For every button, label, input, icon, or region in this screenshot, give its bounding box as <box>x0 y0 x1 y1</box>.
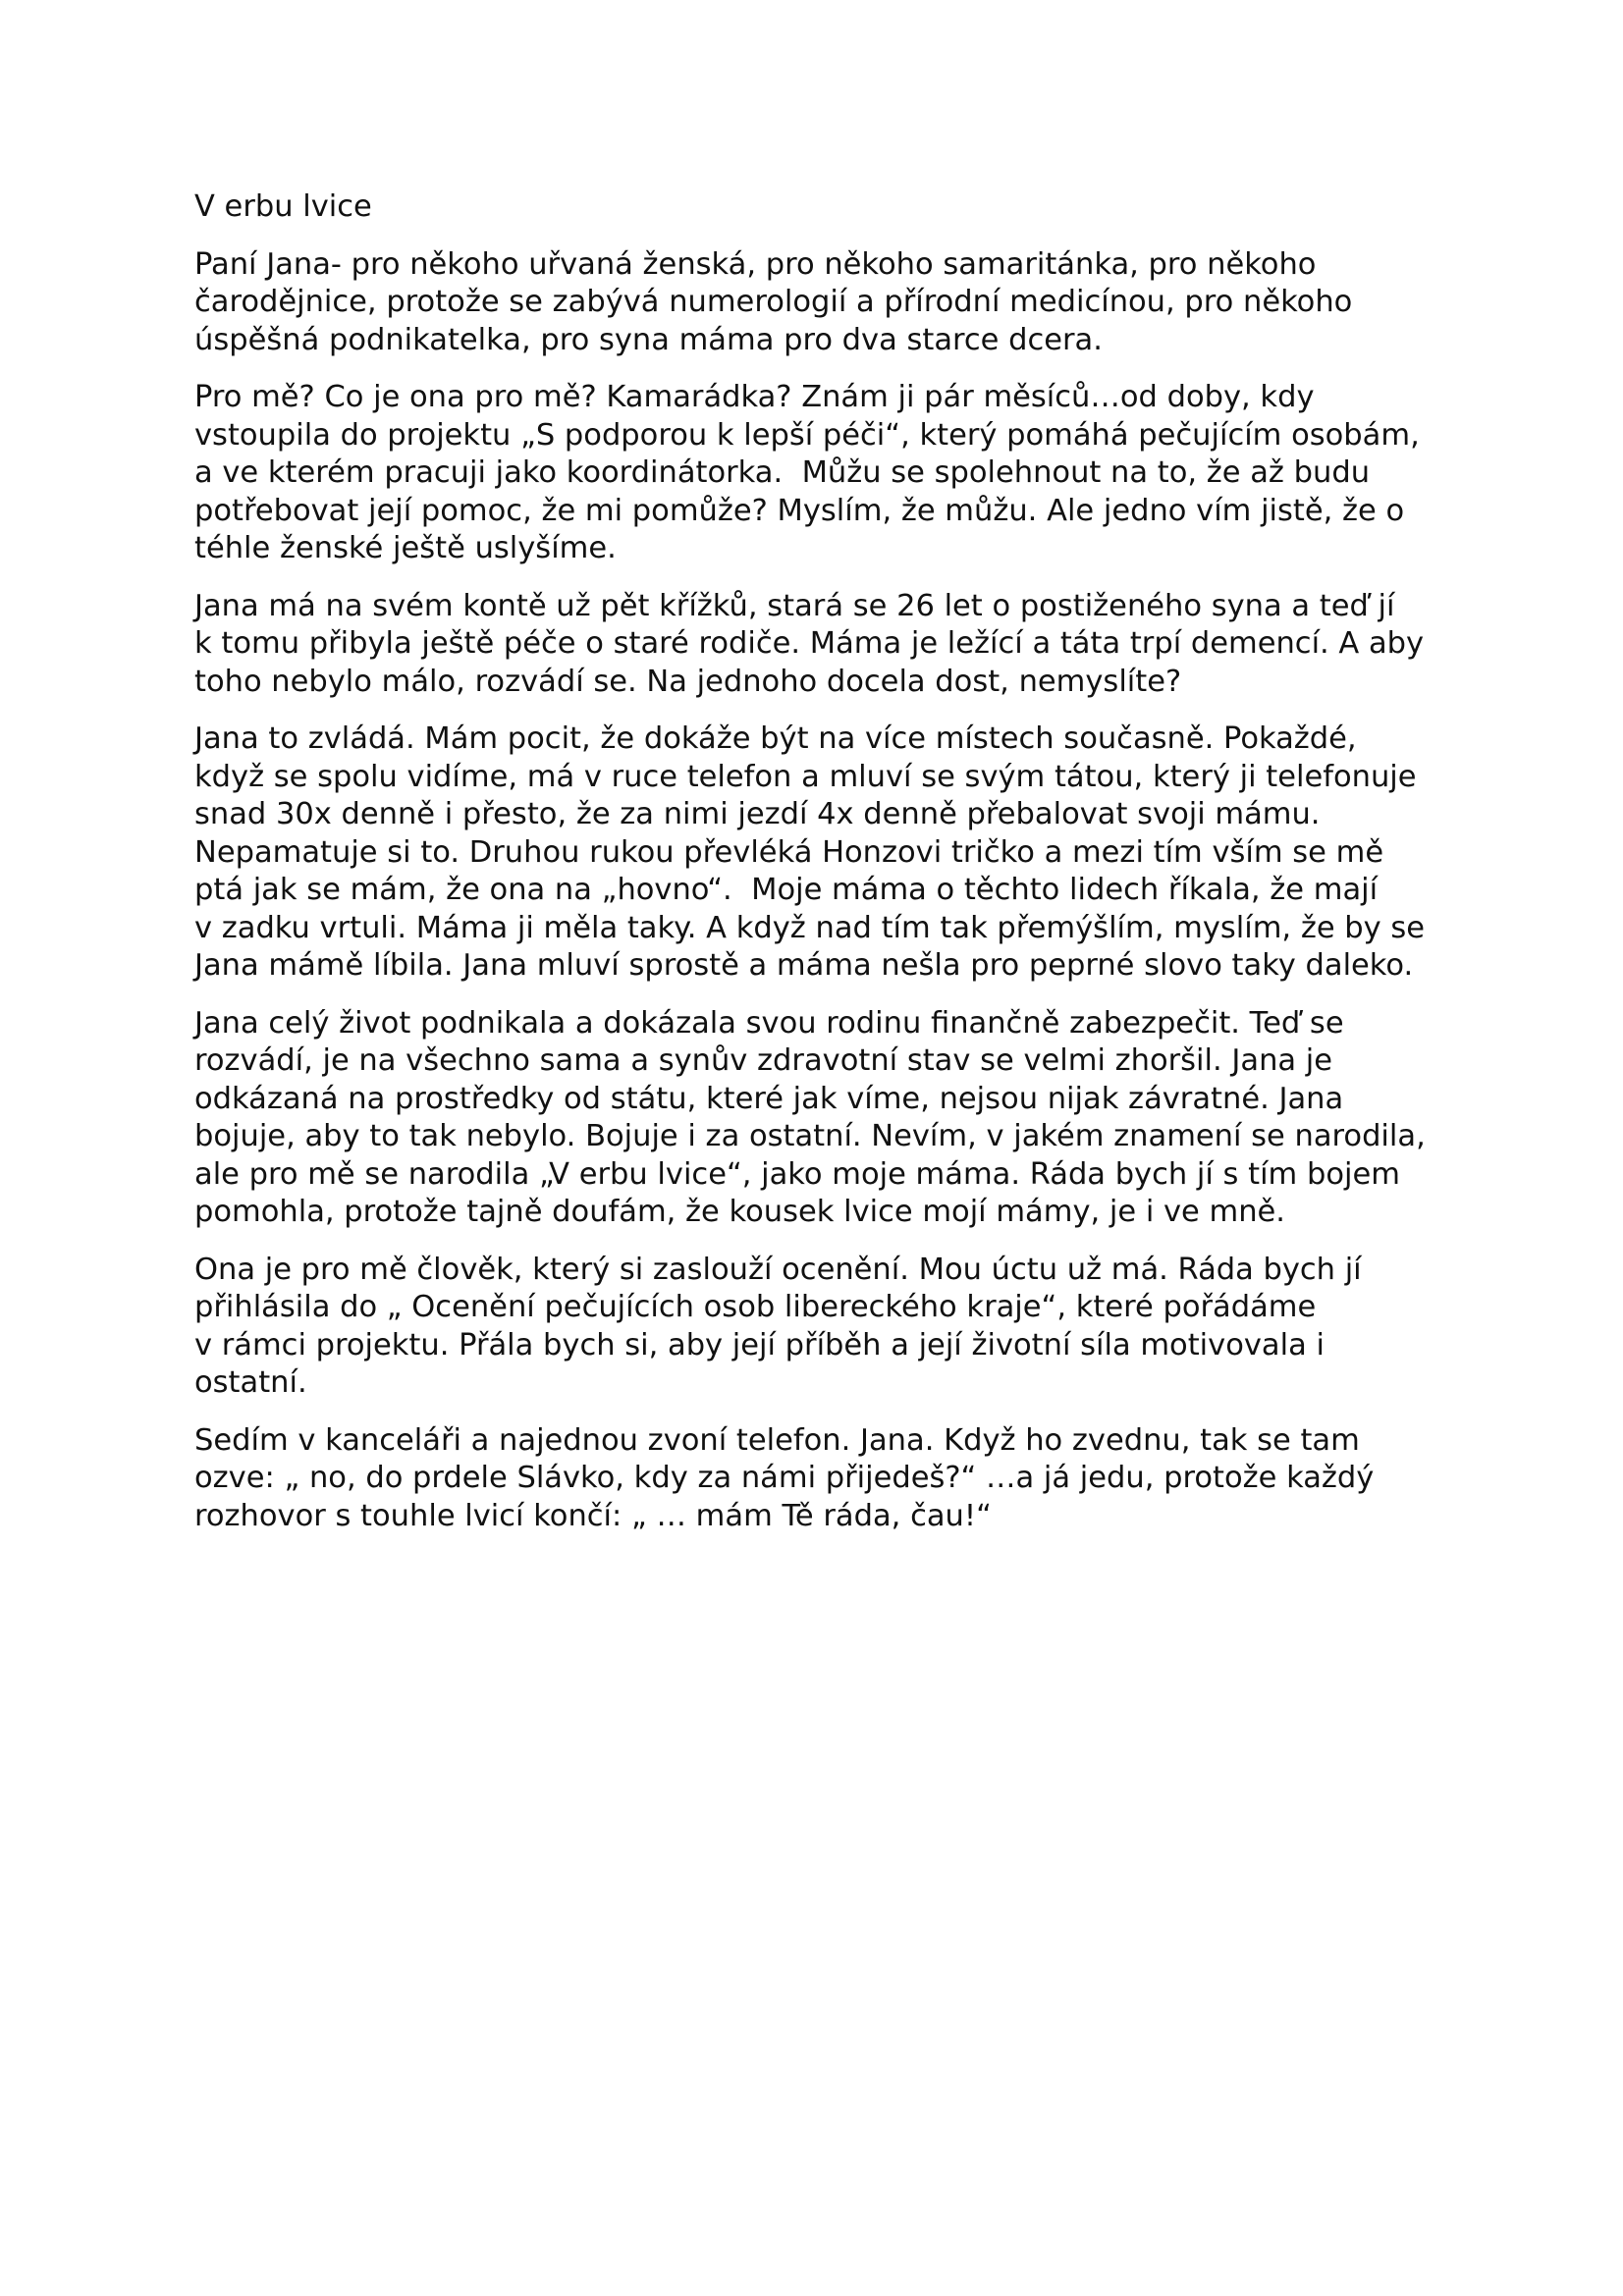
text-line: odkázaná na prostředky od státu, které jak víme, nejsou nijak závratné. Jana <box>194 1081 1344 1116</box>
paragraph-5 <box>194 1005 1451 1232</box>
text-line: Jana celý život podnikala a dokázala svou rodinu finančně zabezpečit. Teď se <box>194 1005 1344 1041</box>
text-line: Jana má na svém kontě už pět křížků, stará se 26 let o postiženého syna a teď jí <box>194 588 1395 623</box>
text-line: ptá jak se mám, že ona na „hovno“. Moje máma o těchto lidech říkala, že mají <box>194 873 1379 907</box>
text-line: Sedím v kanceláři a najednou zvoní telefon. Jana. Když ho zvednu, tak se tam <box>194 1422 1360 1458</box>
paragraph-1 <box>194 246 1451 360</box>
text-line: rozhovor s touhle lvicí končí: „ … mám Tě ráda, čau!“ <box>194 1498 992 1533</box>
text-line: Jana to zvládá. Mám pocit, že dokáže být na více místech současně. Pokaždé, <box>194 721 1357 756</box>
text-line: přihlásila do „ Ocenění pečujících osob libereckého kraje“, které pořádáme <box>194 1290 1317 1324</box>
text-line: rozvádí, je na všechno sama a synův zdravotní stav se velmi zhoršil. Jana je <box>194 1043 1333 1078</box>
text-line: bojuje, aby to tak nebylo. Bojuje i za ostatní. Nevím, v jakém znamení se narodila, <box>194 1119 1426 1153</box>
paragraph-7 <box>194 1422 1451 1536</box>
text-line: ale pro mě se narodila „V erbu lvice“, jako moje máma. Ráda bych jí s tím bojem <box>194 1156 1400 1192</box>
text-line: Ona je pro mě člověk, který si zaslouží ocenění. Mou úctu už má. Ráda bych jí <box>194 1252 1362 1287</box>
text-line: snad 30x denně i přesto, že za nimi jezdí 4x denně přebalovat svoji mámu. <box>194 797 1321 831</box>
text-line: k tomu přibyla ještě péče o staré rodiče. Máma je ležící a táta trpí demencí. A aby <box>194 626 1425 661</box>
text-line: Pro mě? Co je ona pro mě? Kamarádka? Znám ji pár měsíců…od doby, kdy <box>194 380 1315 414</box>
text-line: a ve kterém pracuji jako koordinátorka. Můžu se spolehnout na to, že až budu <box>194 455 1371 490</box>
text-line: vstoupila do projektu „S podporou k lepší péči“, který pomáhá pečujícím osobám, <box>194 417 1420 453</box>
text-line: ostatní. <box>194 1365 307 1400</box>
text-line: Paní Jana- pro někoho uřvaná ženská, pro někoho samaritánka, pro někoho <box>194 246 1317 282</box>
paragraph-4 <box>194 721 1451 986</box>
document-body <box>194 188 1451 1555</box>
text-line: v rámci projektu. Přála bych si, aby její příběh a její životní síla motivovala i <box>194 1327 1325 1362</box>
text-line: potřebovat její pomoc, že mi pomůže? Myslím, že můžu. Ale jedno vím jistě, že o <box>194 493 1405 528</box>
text-line: v zadku vrtuli. Máma ji měla taky. A když nad tím tak přemýšlím, myslím, že by se <box>194 910 1426 945</box>
paragraph-3 <box>194 588 1451 702</box>
text-line: úspěšná podnikatelka, pro syna máma pro dva starce dcera. <box>194 322 1103 357</box>
text-line: Jana mámě líbila. Jana mluví sprostě a máma nešla pro peprné slovo taky daleko. <box>194 948 1414 983</box>
text-line: čarodějnice, protože se zabývá numerologií a přírodní medicínou, pro někoho <box>194 285 1353 319</box>
text-line: ozve: „ no, do prdele Slávko, kdy za námi přijedeš?“ …a já jedu, protože každý <box>194 1461 1375 1495</box>
text-line: pomohla, protože tajně doufám, že kousek lvice mojí mámy, je i ve mně. <box>194 1195 1286 1229</box>
paragraph-2 <box>194 379 1451 568</box>
document-title: V erbu lvice <box>194 189 372 224</box>
text-line: když se spolu vidíme, má v ruce telefon a mluví se svým tátou, který ji telefonuje <box>194 759 1417 794</box>
text-line: Nepamatuje si to. Druhou rukou převléká Honzovi tričko a mezi tím vším se mě <box>194 834 1384 870</box>
text-line: toho nebylo málo, rozvádí se. Na jednoho docela dost, nemyslíte? <box>194 664 1182 699</box>
text-line: téhle ženské ještě uslyšíme. <box>194 531 617 565</box>
paragraph-6 <box>194 1252 1451 1403</box>
